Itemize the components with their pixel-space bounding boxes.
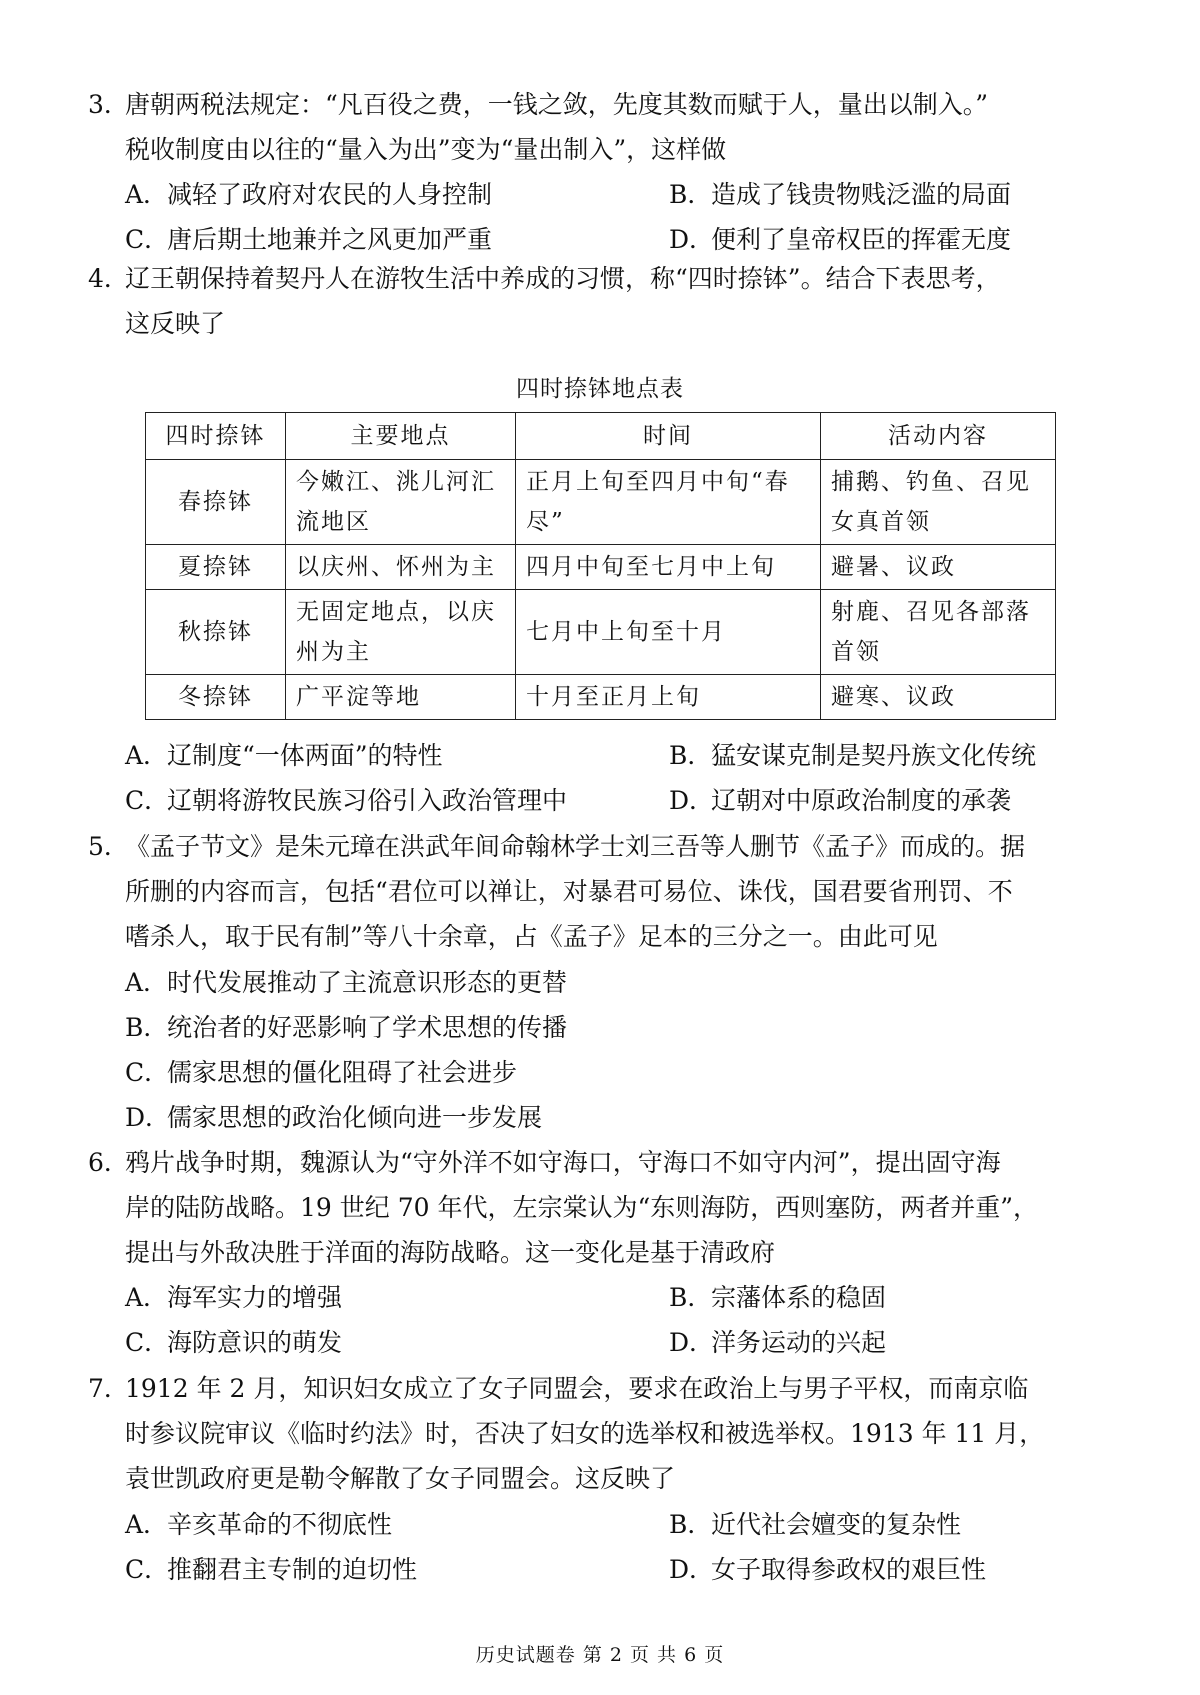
option-d[interactable]: D．女子取得参政权的艰巨性 [669,1555,987,1584]
table-cell: 春捺钵 [146,460,286,545]
option-c[interactable]: C．儒家思想的僵化阻碍了社会进步 [125,1058,518,1087]
table-cell: 避暑、议政 [821,545,1056,590]
table-row [146,545,1056,590]
options-q5 [125,960,1128,1140]
table-cell: 广平淀等地 [286,675,516,720]
option-b[interactable]: B．造成了钱贵物贱泛滥的局面 [669,180,1012,209]
option-d[interactable]: D．便利了皇帝权臣的挥霍无度 [669,225,1012,254]
table-header: 时间 [516,413,821,460]
question-text: 时参议院审议《临时约法》时，否决了妇女的选举权和被选举权。1913 年 11 月， [125,1419,1045,1448]
question-number: 5． [88,832,129,861]
question-text: 嗜杀人，取于民有制”等八十余章，占《孟子》足本的三分之一。由此可见 [125,922,938,951]
table-cell: 冬捺钵 [146,675,286,720]
table-header: 活动内容 [821,413,1056,460]
option-c[interactable]: C．推翻君主专制的迫切性 [125,1555,418,1584]
option-a[interactable]: A．辽制度“一体两面”的特性 [125,741,443,770]
options-q6 [125,1275,1128,1365]
question-text: 所删的内容而言，包括“君位可以禅让，对暴君可易位、诛伐，国君要省刑罚、不 [125,877,1013,906]
table-cell: 夏捺钵 [146,545,286,590]
question-text: 《孟子节文》是朱元璋在洪武年间命翰林学士刘三吾等人删节《孟子》而成的。据 [125,832,1026,861]
option-a[interactable]: A．辛亥革命的不彻底性 [125,1510,393,1539]
table-row [146,460,1056,545]
table-cell: 捕鹅、钓鱼、召见女真首领 [821,460,1056,545]
question-7 [88,1366,1128,1501]
table-cell: 无固定地点，以庆州为主 [286,590,516,675]
question-number: 7． [88,1374,129,1403]
table-cell: 十月至正月上旬 [516,675,821,720]
option-b[interactable]: B．宗藩体系的稳固 [669,1283,887,1312]
question-4 [88,256,1128,346]
option-c[interactable]: C．辽朝将游牧民族习俗引入政治管理中 [125,786,568,815]
table-cell: 今嫩江、洮儿河汇流地区 [286,460,516,545]
page-footer: 历史试题卷 第 2 页 共 6 页 [475,1644,725,1666]
option-a[interactable]: A．减轻了政府对农民的人身控制 [125,180,493,209]
option-c[interactable]: C．海防意识的萌发 [125,1328,343,1357]
question-number: 3． [88,90,129,119]
question-text: 岸的陆防战略。19 世纪 70 年代，左宗棠认为“东则海防，西则塞防，两者并重”， [125,1193,1039,1222]
option-d[interactable]: D．儒家思想的政治化倾向进一步发展 [125,1103,543,1132]
option-d[interactable]: D．辽朝对中原政治制度的承袭 [669,786,1012,815]
option-c[interactable]: C．唐后期土地兼并之风更加严重 [125,225,493,254]
table-header: 主要地点 [286,413,516,460]
question-number: 6． [88,1148,129,1177]
option-d[interactable]: D．洋务运动的兴起 [669,1328,887,1357]
option-a[interactable]: A．海军实力的增强 [125,1283,343,1312]
options-q4 [125,733,1128,823]
question-text: 这反映了 [125,309,226,338]
options-q7 [125,1502,1128,1592]
question-text: 提出与外敌决胜于洋面的海防战略。这一变化是基于清政府 [125,1238,776,1267]
question-text: 1912 年 2 月，知识妇女成立了女子同盟会，要求在政治上与男子平权，而南京临 [125,1374,1029,1403]
table-cell: 以庆州、怀州为主 [286,545,516,590]
table-header: 四时捺钵 [146,413,286,460]
table-nabo-locations [145,412,1056,720]
question-3 [88,82,1128,172]
question-text: 唐朝两税法规定：“凡百役之费，一钱之敛，先度其数而赋于人，量出以制入。” [125,90,989,119]
question-5 [88,824,1128,959]
question-text: 辽王朝保持着契丹人在游牧生活中养成的习惯，称“四时捺钵”。结合下表思考， [125,264,1001,293]
question-text: 袁世凯政府更是勒令解散了女子同盟会。这反映了 [125,1464,676,1493]
table-cell: 秋捺钵 [146,590,286,675]
option-b[interactable]: B．近代社会嬗变的复杂性 [669,1510,962,1539]
option-a[interactable]: A．时代发展推动了主流意识形态的更替 [125,968,568,997]
table-cell: 射鹿、召见各部落首领 [821,590,1056,675]
question-text: 鸦片战争时期，魏源认为“守外洋不如守海口，守海口不如守内河”，提出固守海 [125,1148,1001,1177]
table-row [146,675,1056,720]
question-number: 4． [88,264,129,293]
table-cell: 七月中上旬至十月 [516,590,821,675]
table-cell: 四月中旬至七月中上旬 [516,545,821,590]
table-caption: 四时捺钵地点表 [516,376,684,402]
table-header-row [146,413,1056,460]
question-6 [88,1140,1128,1275]
options-q3 [125,172,1128,262]
table-cell: 正月上旬至四月中旬“春尽” [516,460,821,545]
option-b[interactable]: B．猛安谋克制是契丹族文化传统 [669,741,1037,770]
question-text: 税收制度由以往的“量入为出”变为“量出制入”，这样做 [125,135,727,164]
table-cell: 避寒、议政 [821,675,1056,720]
option-b[interactable]: B．统治者的好恶影响了学术思想的传播 [125,1013,568,1042]
table-row [146,590,1056,675]
